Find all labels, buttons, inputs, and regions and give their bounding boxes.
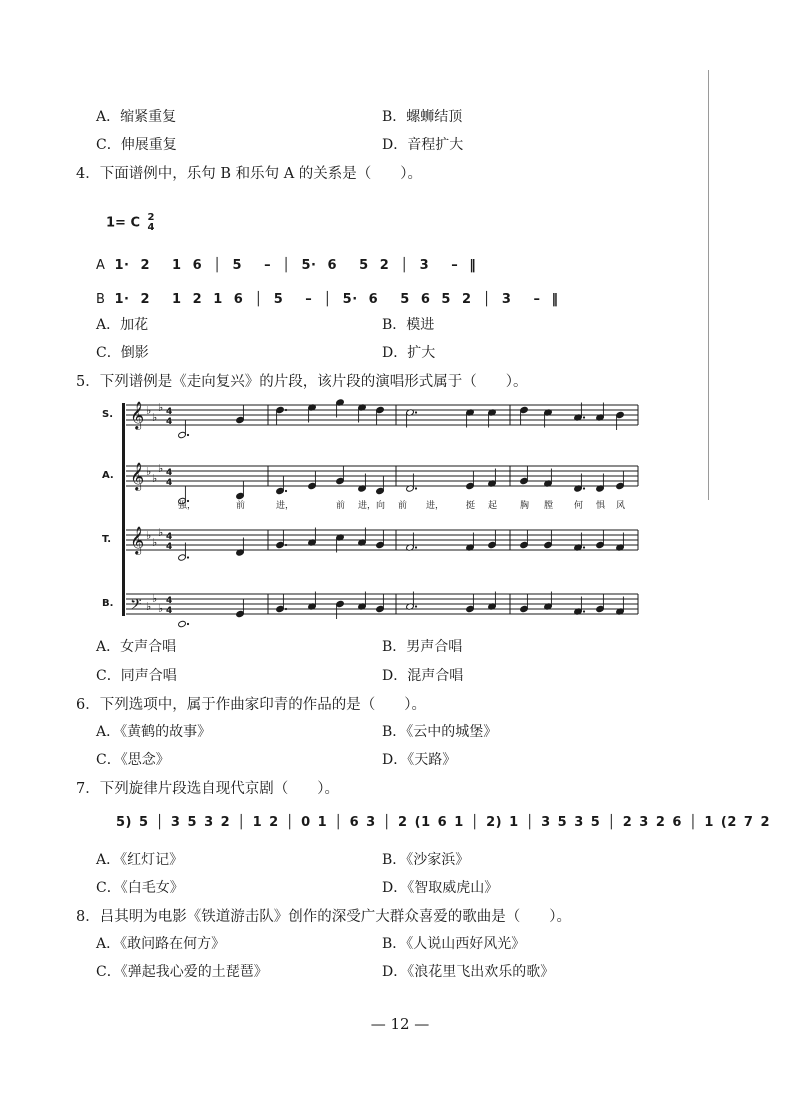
q7-option-d[interactable]: D．《智取威虎山》 [382, 880, 499, 896]
q8-stem: 8．吕其明为电影《铁道游击队》创作的深受广大群众喜爱的歌曲是（ ）。 [76, 909, 571, 925]
q5-stem: 5．下列谱例是《走向复兴》的片段，该片段的演唱形式属于（ ）。 [76, 374, 528, 390]
flat-sign: ♭ [152, 592, 158, 605]
q4-key-signature [106, 213, 155, 233]
q4-phrase-a [96, 258, 476, 273]
note-head [178, 620, 187, 627]
q4-phrase-b [96, 292, 559, 307]
dot [583, 416, 585, 418]
lyric-syllable: 进， [358, 501, 377, 511]
flat-sign: ♭ [158, 462, 164, 475]
lyric-syllable: 向 [376, 501, 386, 511]
lyric-syllable: 进， [426, 501, 445, 511]
dot [583, 610, 585, 612]
time-signature-numerator: 4 [166, 532, 173, 542]
dot [415, 487, 417, 489]
dot [285, 490, 287, 492]
lyric-syllable: 前 [336, 501, 346, 511]
q8-option-b[interactable]: B．《人说山西好风光》 [382, 936, 526, 952]
lyric-syllable: 惧 [596, 501, 606, 511]
q6-option-c[interactable]: C．《思念》 [96, 752, 170, 768]
q7-option-b[interactable]: B．《沙家浜》 [382, 852, 470, 868]
dot [415, 605, 417, 607]
dot [187, 556, 189, 558]
dot [285, 409, 287, 411]
treble-clef: 𝄞 [130, 526, 145, 554]
treble-clef: 𝄞 [130, 401, 145, 429]
lyric-syllable: 前 [236, 501, 246, 511]
q3-option-a[interactable]: A．缩紧重复 [96, 109, 177, 125]
q4-time-num: 2 [147, 212, 155, 223]
flat-sign: ♭ [146, 600, 152, 613]
q5-option-b[interactable]: B．男声合唱 [382, 639, 463, 655]
flat-sign: ♭ [158, 401, 164, 414]
page-number: — 12 — [370, 1015, 430, 1033]
q3-option-b[interactable]: B．螺蛳结顶 [382, 109, 463, 125]
staff-label: S. [102, 409, 114, 420]
q5-option-a[interactable]: A．女声合唱 [96, 639, 177, 655]
flat-sign: ♭ [158, 526, 164, 539]
q3-option-d[interactable]: D．音程扩大 [382, 137, 464, 153]
lyric-syllable: 膛 [544, 501, 554, 511]
lyric-syllable: 挺 [466, 501, 476, 511]
q6-option-a[interactable]: A．《黄鹤的故事》 [96, 724, 212, 740]
flat-sign: ♭ [146, 529, 152, 542]
time-signature-numerator: 4 [166, 407, 173, 417]
q7-melody: 5) 5 │ 3 5 3 2 │ 1 2 │ 0 1 │ 6 3 │ 2 (1 6 1 │ 2) 1 │ 3 5 3 5 │ 2 3 2 6 │ 1 (2 7 2 [116, 815, 771, 830]
q4-phrase-b-notes: 1· 2 1 2 1 6 │ 5 – │ 5· 6 5 6 5 2 │ 3 – ‖ [114, 292, 559, 307]
lyric-syllable: 起 [488, 501, 498, 511]
q4-time-signature [148, 213, 155, 233]
time-signature-numerator: 4 [166, 468, 173, 478]
dot [583, 487, 585, 489]
lyric-syllable: 进， [276, 501, 295, 511]
staff-label: B. [102, 598, 114, 609]
lyric-syllable: 前 [398, 501, 408, 511]
flat-sign: ♭ [152, 536, 158, 549]
dot [415, 546, 417, 548]
q3-option-c[interactable]: C．伸展重复 [96, 137, 177, 153]
staff-label: A. [102, 470, 114, 481]
bass-clef: 𝄢 [130, 596, 142, 617]
q4-label-a: A [96, 258, 106, 273]
q6-stem: 6．下列选项中，属于作曲家印青的作品的是（ ）。 [76, 697, 426, 713]
q5-score [100, 396, 645, 628]
q8-option-c[interactable]: C．《弹起我心爱的土琵琶》 [96, 964, 268, 980]
time-signature-denominator: 4 [166, 542, 173, 552]
q4-time-den: 4 [147, 222, 155, 233]
q6-option-b[interactable]: B．《云中的城堡》 [382, 724, 498, 740]
q4-stem: 4．下面谱例中，乐句 B 和乐句 A 的关系是（ ）。 [76, 166, 423, 182]
q8-option-d[interactable]: D．《浪花里飞出欢乐的歌》 [382, 964, 555, 980]
q5-option-c[interactable]: C．同声合唱 [96, 668, 177, 684]
lyric-syllable: 强， [178, 501, 197, 511]
q6-option-d[interactable]: D．《天路》 [382, 752, 457, 768]
system-bracket [122, 403, 125, 616]
dot [285, 608, 287, 610]
flat-sign: ♭ [146, 465, 152, 478]
q4-key: 1= C [106, 215, 141, 231]
flat-sign: ♭ [152, 411, 158, 424]
time-signature-denominator: 4 [166, 417, 173, 427]
q4-option-a[interactable]: A．加花 [96, 317, 149, 333]
lyric-syllable: 胸 [520, 501, 530, 511]
dot [285, 544, 287, 546]
flat-sign: ♭ [158, 602, 164, 615]
q4-option-c[interactable]: C．倒影 [96, 345, 149, 361]
q5-option-d[interactable]: D．混声合唱 [382, 668, 464, 684]
staff-label: T. [102, 534, 112, 545]
dot [187, 623, 189, 625]
time-signature-denominator: 4 [166, 606, 173, 616]
time-signature-denominator: 4 [166, 478, 173, 488]
margin-rule [708, 70, 709, 500]
q4-label-b: B [96, 292, 106, 307]
dot [187, 434, 189, 436]
flat-sign: ♭ [146, 404, 152, 417]
time-signature-numerator: 4 [166, 596, 173, 606]
q4-phrase-a-notes: 1· 2 1 6 │ 5 – │ 5· 6 5 2 │ 3 – ‖ [114, 258, 477, 273]
q4-option-b[interactable]: B．模进 [382, 317, 435, 333]
q4-option-d[interactable]: D．扩大 [382, 345, 436, 361]
lyric-syllable: 风 [616, 501, 626, 511]
dot [415, 411, 417, 413]
q5-score-svg [100, 396, 645, 628]
flat-sign: ♭ [152, 472, 158, 485]
q7-stem: 7．下列旋律片段选自现代京剧（ ）。 [76, 781, 339, 797]
q8-option-a[interactable]: A．《敢问路在何方》 [96, 936, 226, 952]
treble-clef: 𝄞 [130, 462, 145, 490]
q7-option-c[interactable]: C．《白毛女》 [96, 880, 184, 896]
q7-option-a[interactable]: A．《红灯记》 [96, 852, 184, 868]
dot [583, 546, 585, 548]
lyric-syllable: 何 [574, 501, 584, 511]
